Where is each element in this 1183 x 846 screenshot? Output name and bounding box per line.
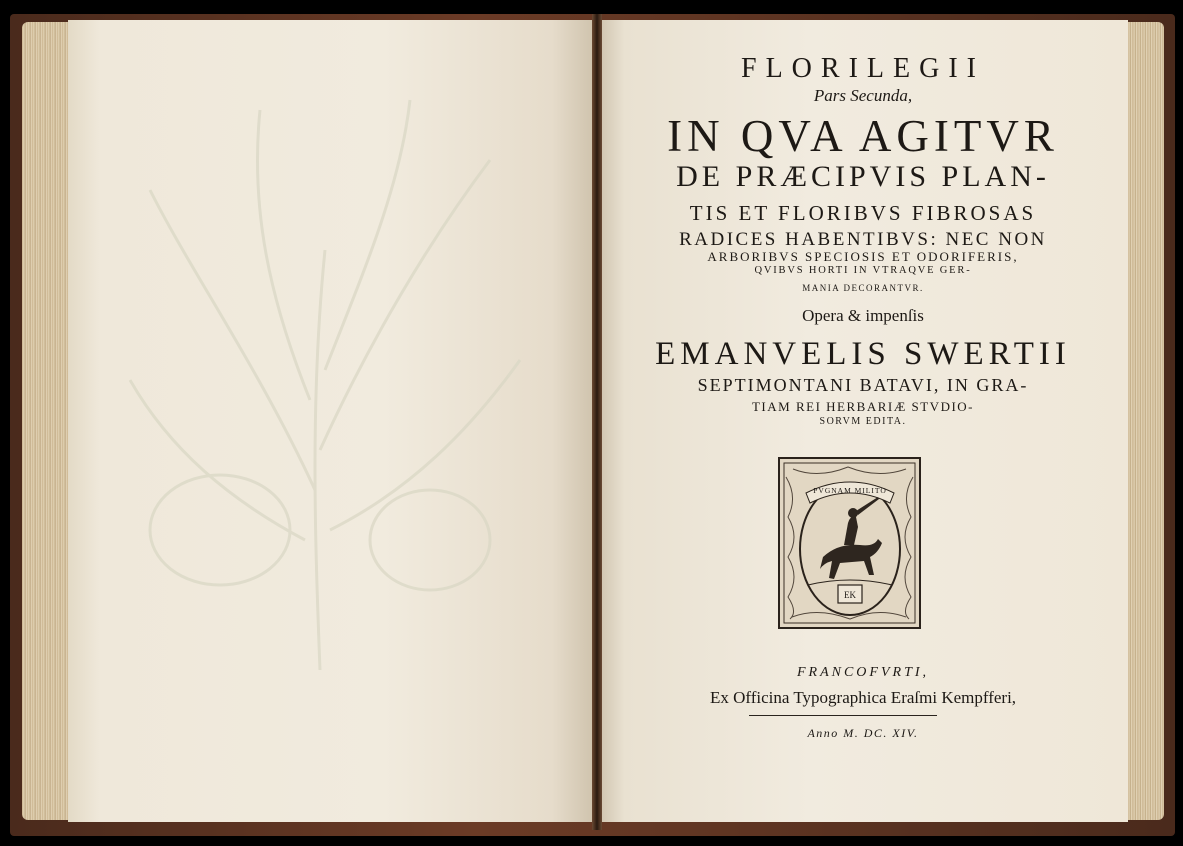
left-page-edges bbox=[22, 22, 72, 820]
title-florilegii: FLORILEGII bbox=[741, 53, 985, 84]
subtitle-pars-secunda: Pars Secunda, bbox=[813, 86, 913, 105]
title-line-9: MANIA DECORANTVR. bbox=[802, 283, 924, 293]
title-line-6: RADICES HABENTIBVS: NEC NON bbox=[679, 229, 1047, 250]
imprint-city: FRANCOFVRTI, bbox=[796, 665, 930, 680]
device-monogram: EK bbox=[844, 590, 856, 600]
author-line-14: SORVM EDITA. bbox=[819, 416, 907, 427]
author-name: EMANVELIS SWERTII bbox=[655, 336, 1071, 372]
opera-impensis: Opera & impenſis bbox=[802, 306, 924, 325]
show-through-plant-illustration bbox=[110, 70, 540, 690]
title-line-7: ARBORIBVS SPECIOSIS ET ODORIFERIS, bbox=[707, 249, 1019, 264]
right-page-edges bbox=[1126, 22, 1164, 820]
imprint-year: Anno M. DC. XIV. bbox=[807, 726, 919, 740]
device-banner: PVGNAM MILITO bbox=[813, 486, 887, 495]
author-line-13: TIAM REI HERBARIÆ STVDIO- bbox=[751, 399, 975, 414]
imprint-rule bbox=[749, 715, 937, 716]
title-line-3: IN QVA AGITVR bbox=[667, 111, 1059, 161]
author-line-12: SEPTIMONTANI BATAVI, IN GRA- bbox=[697, 375, 1029, 395]
title-line-8: QVIBVS HORTI IN VTRAQVE GER- bbox=[754, 265, 972, 276]
imprint-press: Ex Officina Typographica Eraſmi Kempfferi, bbox=[709, 688, 1017, 707]
title-line-5: TIS ET FLORIBVS FIBROSAS bbox=[689, 201, 1037, 225]
horseman-woodcut-icon bbox=[778, 457, 921, 629]
title-line-4: DE PRÆCIPVIS PLAN- bbox=[676, 160, 1050, 193]
